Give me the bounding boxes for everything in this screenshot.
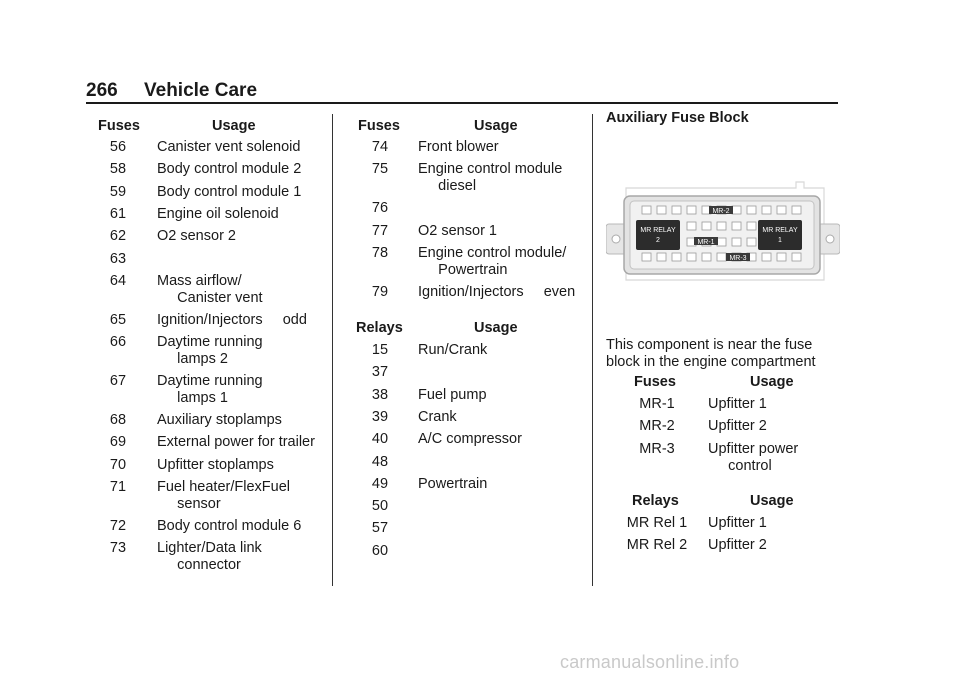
fuse-slot: [672, 253, 681, 261]
col3-head-relays-usage: Usage: [750, 493, 794, 509]
row-usage: Upfitter 1: [708, 396, 767, 412]
row-usage: Engine control module diesel: [418, 161, 563, 195]
row-usage: Upfitter stoplamps: [157, 456, 274, 473]
row-number: 65: [109, 311, 127, 328]
mr2-label: MR-2: [712, 208, 730, 215]
row-number: MR Rel 1: [626, 515, 688, 531]
row-number: 37: [371, 364, 389, 381]
row-usage: A/C compressor: [418, 431, 522, 448]
fuse-slot: [657, 253, 666, 261]
row-usage: Crank: [418, 408, 457, 425]
row-number: 40: [371, 431, 389, 448]
row-number: 73: [109, 540, 127, 557]
row-number: 38: [371, 386, 389, 403]
fuse-slot: [792, 206, 801, 214]
row-number: 57: [371, 520, 389, 537]
row-usage: Ignition/Injectors odd: [157, 311, 307, 328]
row-number: MR-3: [639, 440, 675, 457]
row-usage: Fuel heater/FlexFuel sensor: [157, 479, 290, 512]
row-usage: Daytime running lamps 2: [157, 334, 263, 368]
col1-head-usage: Usage: [212, 118, 256, 134]
relay-2-block: [636, 220, 680, 250]
column-divider-2: [592, 114, 593, 586]
row-usage: Ignition/Injectors even: [418, 283, 576, 300]
row-usage: Body control module 6: [157, 518, 302, 534]
col3-head-relays: Relays: [632, 493, 679, 509]
row-usage: Engine oil solenoid: [157, 205, 279, 222]
row-usage: Upfitter 2: [708, 537, 767, 554]
row-usage: Lighter/Data link connector: [157, 540, 262, 574]
fuse-slot: [687, 222, 696, 230]
row-number: 62: [109, 228, 127, 245]
row-usage: Body control module 1: [157, 183, 302, 200]
row-usage: Body control module 2: [157, 161, 302, 178]
fuse-slot: [717, 238, 726, 246]
header-rule: [86, 102, 838, 104]
fuse-slot: [792, 253, 801, 261]
row-usage: Upfitter power control: [708, 440, 799, 474]
row-number: 15: [371, 342, 389, 358]
fuse-slot: [702, 253, 711, 261]
col2-head-relays: Relays: [356, 320, 403, 336]
relay-2-label-b: 2: [656, 237, 660, 244]
fuse-slot: [762, 206, 771, 214]
row-number: MR Rel 2: [626, 537, 688, 554]
row-number: 68: [109, 412, 127, 429]
fuse-slot: [777, 206, 786, 214]
fuse-slot: [777, 253, 786, 261]
row-usage: Canister vent solenoid: [157, 139, 301, 155]
watermark: carmanualsonline.info: [560, 652, 740, 672]
row-number: 78: [371, 244, 389, 261]
relay-1-label-a: MR RELAY: [762, 227, 798, 234]
mr1-label: MR-1: [697, 239, 715, 246]
fuse-slot: [687, 206, 696, 214]
relay-2-label-a: MR RELAY: [640, 227, 676, 234]
fuse-slot: [642, 253, 651, 261]
row-number: 56: [109, 139, 127, 155]
fuse-slot: [717, 222, 726, 230]
row-usage: Fuel pump: [418, 386, 487, 403]
col3-head-fuses: Fuses: [634, 374, 676, 390]
col2-head-relays-usage: Usage: [474, 320, 518, 336]
row-usage: Powertrain: [418, 475, 488, 492]
relay-1-label-b: 1: [778, 237, 782, 244]
row-number: 77: [371, 222, 389, 239]
row-number: 70: [109, 456, 127, 473]
row-number: 74: [371, 139, 389, 155]
row-number: 71: [109, 479, 127, 495]
row-number: 60: [371, 542, 389, 559]
fuse-slot: [672, 206, 681, 214]
fuse-slot: [747, 222, 756, 230]
row-number: MR-1: [639, 396, 675, 412]
row-number: 67: [109, 373, 127, 390]
fuse-slot: [732, 238, 741, 246]
row-usage: Upfitter 1: [708, 515, 767, 531]
page-number: 266: [86, 80, 118, 101]
row-number: 39: [371, 408, 389, 425]
row-number: 76: [371, 200, 389, 217]
row-number: 72: [109, 518, 127, 534]
fuse-slot: [747, 206, 756, 214]
row-number: 79: [371, 283, 389, 300]
row-number: 69: [109, 434, 127, 451]
column-divider-1: [332, 114, 333, 586]
row-number: 50: [371, 498, 389, 515]
row-number: 75: [371, 161, 389, 178]
row-usage: Upfitter 2: [708, 418, 767, 435]
fuse-slot: [657, 206, 666, 214]
row-usage: O2 sensor 2: [157, 228, 236, 245]
row-number: 58: [109, 161, 127, 178]
fuse-slot: [747, 238, 756, 246]
section-title: Vehicle Care: [144, 80, 258, 101]
row-usage: O2 sensor 1: [418, 222, 497, 239]
col2-head-usage: Usage: [474, 118, 518, 134]
row-usage: Auxiliary stoplamps: [157, 412, 282, 429]
row-number: 59: [109, 183, 127, 200]
row-number: 48: [371, 453, 389, 470]
fuse-slot: [732, 222, 741, 230]
col2-head-fuses: Fuses: [358, 118, 400, 134]
row-number: 49: [371, 475, 389, 492]
row-number: 64: [109, 272, 127, 289]
fuse-slot: [717, 253, 726, 261]
row-usage: External power for trailer: [157, 434, 315, 451]
fuse-slot: [642, 206, 651, 214]
aux-fuse-block-title: Auxiliary Fuse Block: [606, 110, 749, 126]
fuse-slot: [702, 222, 711, 230]
relay-1-block: [758, 220, 802, 250]
row-number: 63: [109, 250, 127, 267]
row-usage: Run/Crank: [418, 342, 488, 358]
fuse-slot: [762, 253, 771, 261]
col1-head-fuses: Fuses: [98, 118, 140, 134]
row-number: 66: [109, 334, 127, 351]
mr3-label: MR-3: [729, 255, 747, 262]
row-usage: Engine control module/ Powertrain: [418, 244, 567, 278]
fuse-slot: [732, 206, 741, 214]
col3-head-usage: Usage: [750, 374, 794, 390]
aux-fuse-block-diagram: [606, 180, 840, 290]
row-number: 61: [109, 205, 127, 222]
row-usage: Daytime running lamps 1: [157, 373, 263, 407]
aux-description: This component is near the fuse block in the engine compartment: [606, 337, 816, 370]
fuse-slot: [687, 253, 696, 261]
row-usage: Mass airflow/ Canister vent: [157, 272, 263, 306]
row-number: MR-2: [639, 418, 675, 435]
row-usage: Front blower: [418, 139, 499, 155]
